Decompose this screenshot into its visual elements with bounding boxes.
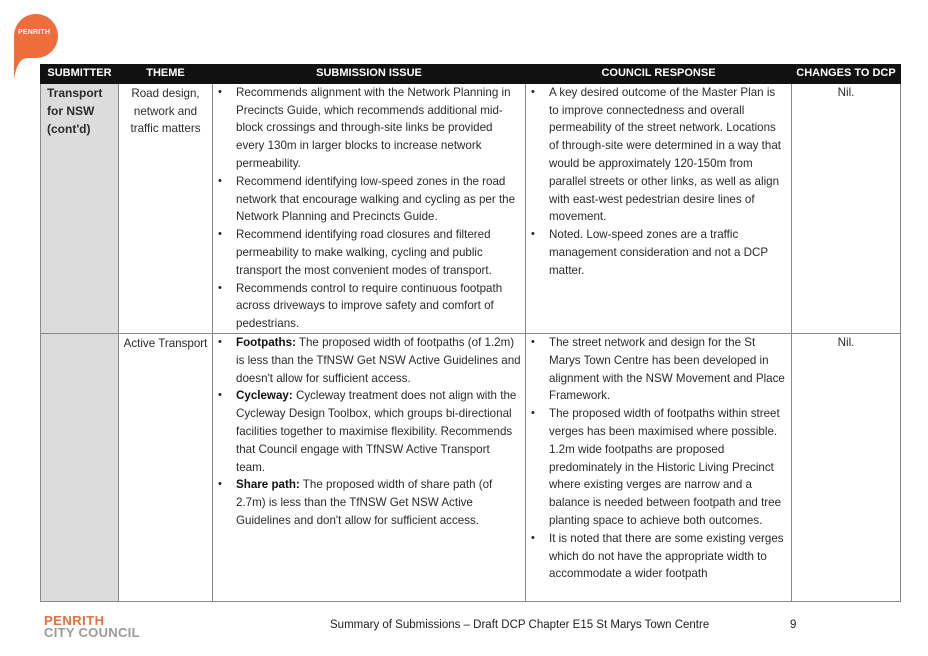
column-header-submission-issue: SUBMISSION ISSUE xyxy=(213,65,526,84)
response-item: • A key desired outcome of the Master Plan is to improve connectedness and overall permeability of the street network. Locations of through-site were determined in a way that would be approximately 120-150m from parallel streets or other links, as well as align with east-west pedestrian desire lines of movement. xyxy=(526,84,787,226)
footer-logo-line2: CITY COUNCIL xyxy=(44,625,140,640)
changes-cell: Nil. xyxy=(792,83,901,333)
footer-title: Summary of Submissions – Draft DCP Chapter E15 St Marys Town Centre xyxy=(330,619,710,631)
issue-text: The proposed width of footpaths (of 1.2m) is less than the TfNSW Get NSW Active Guidelines and doesn't allow for sufficient access. xyxy=(236,335,521,385)
footer-logo xyxy=(44,615,140,639)
issue-item: • Recommends alignment with the Network Planning in Precincts Guide, which recommends additional mid-block crossings and through-site links be provided every 130m in larger blocks to increase network permeability. xyxy=(213,84,521,173)
council-response-cell xyxy=(526,83,792,333)
issue-item xyxy=(213,476,521,529)
changes-cell: Nil. xyxy=(792,333,901,601)
submitter-cell: Transport for NSW (cont'd) xyxy=(41,83,119,333)
submitter-cell xyxy=(41,333,119,601)
response-item: • It is noted that there are some existing verges which do not have the appropriate width to accommodate a wider footpath xyxy=(526,530,787,583)
submissions-table xyxy=(40,64,901,602)
issue-keyword: Footpaths: xyxy=(236,335,296,349)
submission-issue-cell xyxy=(213,83,526,333)
issue-keyword: Share path: xyxy=(236,478,300,492)
table-header-row xyxy=(41,65,901,84)
logo-text: PENRITH xyxy=(18,29,51,36)
issue-item xyxy=(213,334,521,387)
table-row xyxy=(41,333,901,601)
issue-text: The proposed width of share path (of 2.7m) is less than the TfNSW Get NSW Active Guidelines and don't allow for sufficient access. xyxy=(236,478,493,527)
column-header-submitter: SUBMITTER xyxy=(41,65,119,84)
response-item: • The proposed width of footpaths within street verges has been maximised where possible. 1.2m wide footpaths are proposed predominately in the Historic Living Precinct where existing verges are narrow and a balance is needed between footpath and tree planting space to achieve both outcomes. xyxy=(526,405,787,530)
footer-logo-line1: PENRITH xyxy=(44,613,105,628)
issue-keyword: Cycleway: xyxy=(236,389,293,403)
response-item: • The street network and design for the St Marys Town Centre has been developed in alignment with the NSW Movement and Place Framework. xyxy=(526,334,787,405)
theme-cell: Road design, network and traffic matters xyxy=(119,83,213,333)
issue-item: • Recommend identifying low-speed zones in the road network that encourage walking and cycling as per the Network Planning and Precincts Guide. xyxy=(213,173,521,226)
column-header-theme: THEME xyxy=(119,65,213,84)
table-row xyxy=(41,83,901,333)
issue-item xyxy=(213,387,521,476)
submission-issue-cell xyxy=(213,333,526,601)
issue-text: Cycleway treatment does not align with the Cycleway Design Toolbox, which groups bi-directional facilities together to maximise flexibility. Recommends that Council engage with TfNSW Active Transport team. xyxy=(236,389,517,474)
issue-item: • Recommends control to require continuous footpath across driveways to improve safety and comfort of pedestrians. xyxy=(213,280,521,333)
column-header-council-response: COUNCIL RESPONSE xyxy=(526,65,792,84)
issue-item: • Recommend identifying road closures and filtered permeability to make walking, cycling and public transport the most convenient modes of transport. xyxy=(213,226,521,279)
theme-cell: Active Transport xyxy=(119,333,213,601)
page-number: 9 xyxy=(790,619,797,631)
response-item: • Noted. Low-speed zones are a traffic management consideration and not a DCP matter. xyxy=(526,226,787,279)
column-header-changes-to-dcp: CHANGES TO DCP xyxy=(792,65,901,84)
council-response-cell xyxy=(526,333,792,601)
